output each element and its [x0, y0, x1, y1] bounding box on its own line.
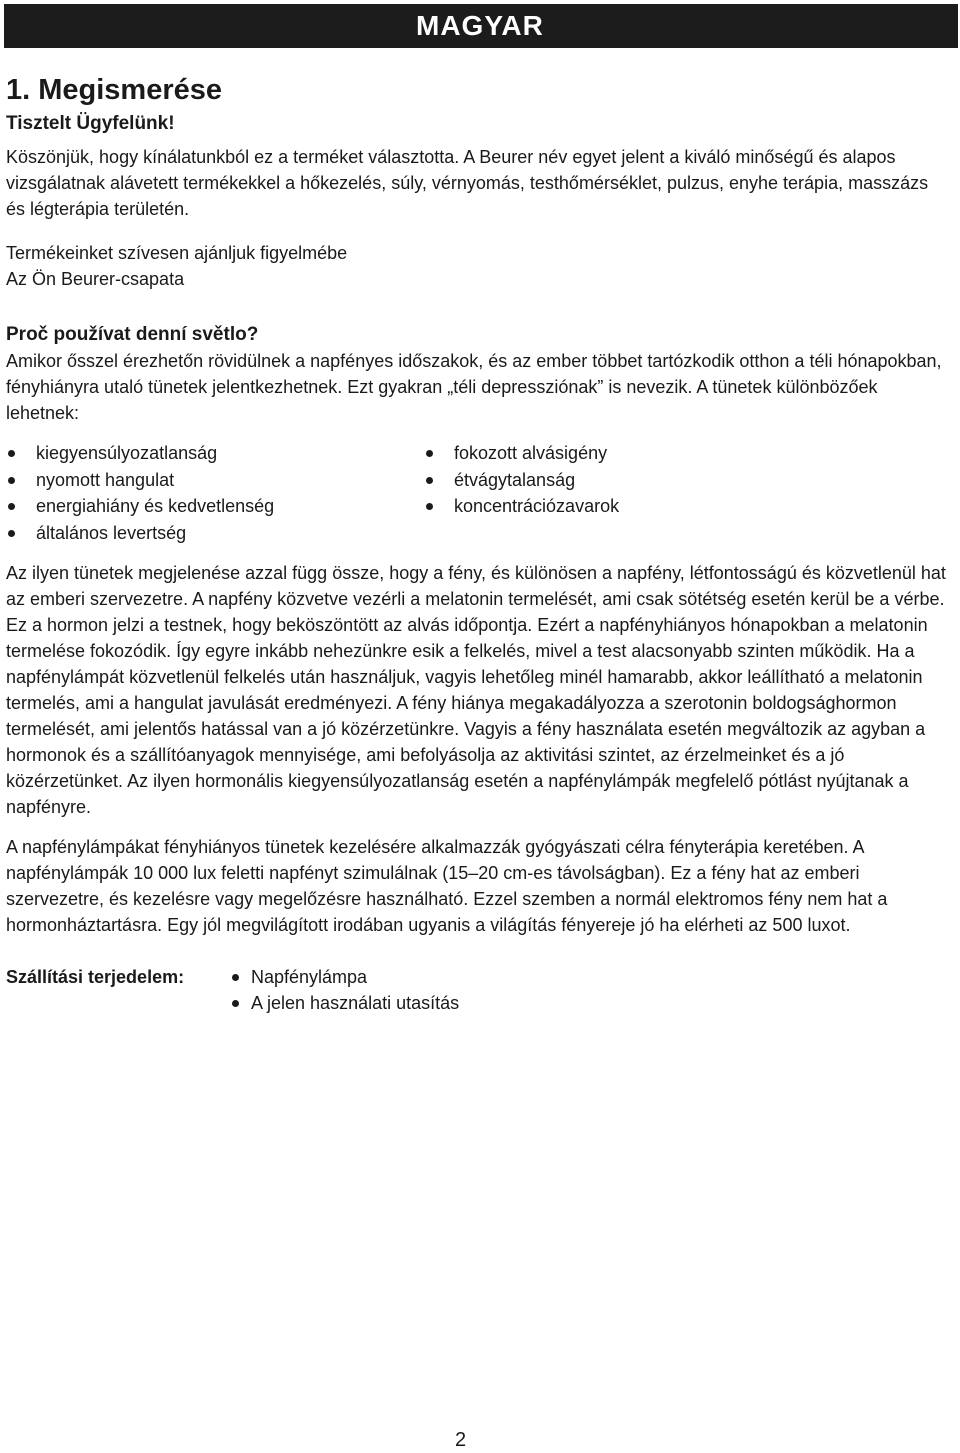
list-item: A jelen használati utasítás	[232, 990, 459, 1016]
daylight-intro-paragraph: Amikor ősszel érezhetőn rövidülnek a napfényes időszakok, és az ember többet tartózkodik otthon a téli hónapokban, fényhiányra utaló tünetek jelentkezhetnek. Ezt gyakran „téli depressziónak” is nevezik. A tünetek különbözőek lehetnek:	[6, 351, 942, 423]
symptom-list	[6, 440, 951, 546]
list-item: koncentrációzavarok	[424, 493, 619, 520]
scope-of-delivery-list	[232, 964, 459, 1016]
list-item: általános levertség	[6, 520, 424, 547]
list-item: energiahiány és kedvetlenség	[6, 493, 424, 520]
light-therapy-paragraph: A napfénylámpákat fényhiányos tünetek kezelésére alkalmazzák gyógyászati célra fényterápia keretében. A napfénylámpák 10 000 lux feletti napfényt szimulálnak (15–20 cm-es távolságban). Ez a fény hat az emberi szervezetre, és kezelésre vagy megelőzésre használható. Ezzel szemben a normál elektromos fény nem hat a hormonháztartásra. Egy jól megvilágított irodában ugyanis a világítás fényereje jó ha elérheti az 500 luxot.	[6, 837, 888, 935]
page-number: 2	[455, 1429, 467, 1451]
closing-line-1: Termékeinket szívesen ajánljuk figyelmébe	[6, 243, 348, 263]
language-header-bar	[4, 4, 958, 48]
list-item: Napfénylámpa	[232, 964, 459, 990]
section-title-daylight: Proč používat denní světlo?	[6, 324, 259, 345]
intro-paragraph: Köszönjük, hogy kínálatunkból ez a terméket választotta. A Beurer név egyet jelent a kiváló minőségű és alapos vizsgálatnak alávetett termékekkel a hőkezelés, súly, vérnyomás, testhőmérséklet, pulzus, enyhe terápia, masszázs és légterápia területén.	[6, 147, 929, 219]
language-label: MAGYAR	[416, 10, 544, 41]
closing-line-2: Az Ön Beurer-csapata	[6, 269, 185, 289]
symptom-list-left	[6, 440, 424, 546]
scope-of-delivery	[6, 964, 951, 1016]
list-item: étvágytalanság	[424, 467, 619, 494]
manual-content	[6, 72, 951, 1016]
section-title-getting-to-know: 1. Megismerése	[6, 74, 223, 106]
scope-of-delivery-label: Szállítási terjedelem:	[6, 967, 185, 987]
closing-signature	[6, 240, 951, 292]
list-item: kiegyensúlyozatlanság	[6, 440, 424, 467]
hormone-explanation-paragraph: Az ilyen tünetek megjelenése azzal függ össze, hogy a fény, és különösen a napfény, létfontosságú és közvetlenül hat az emberi szervezetre. A napfény közvetve vezérli a melatonin termelését, ami csak sötétség esetén kerül be a vérbe. Ez a hormon jelzi a testnek, hogy beköszöntött az alvás időpontja. Ezért a napfényhiányos hónapokban a melatonin termelése fokozódik. Így egyre inkább nehezünkre esik a felkelés, mivel a test alacsonyabb szinten működik. Ha a napfénylámpát közvetlenül felkelés után használjuk, vagyis lehetőleg minél hamarabb, akkor leállítható a melatonin termelés, ami a hangulat javulását eredményezi. A fény hiánya megakadályozza a szerotonin boldogsághormon termelését, ami jelentős hatással van a jó közérzetünkre. Vagyis a fény használata esetén megváltozik az agyban a hormonok és a szállítóanyagok mennyisége, ami befolyásolja az aktivitási szintet, az érzelmeinket és a jó közérzetünket. Az ilyen hormonális kiegyensúlyozatlanság esetén a napfénylámpák megfelelő pótlást nyújtanak a napfényre.	[6, 563, 946, 817]
list-item: nyomott hangulat	[6, 467, 424, 494]
list-item: fokozott alvásigény	[424, 440, 619, 467]
symptom-list-right	[424, 440, 619, 546]
greeting: Tisztelt Ügyfelünk!	[6, 113, 175, 134]
